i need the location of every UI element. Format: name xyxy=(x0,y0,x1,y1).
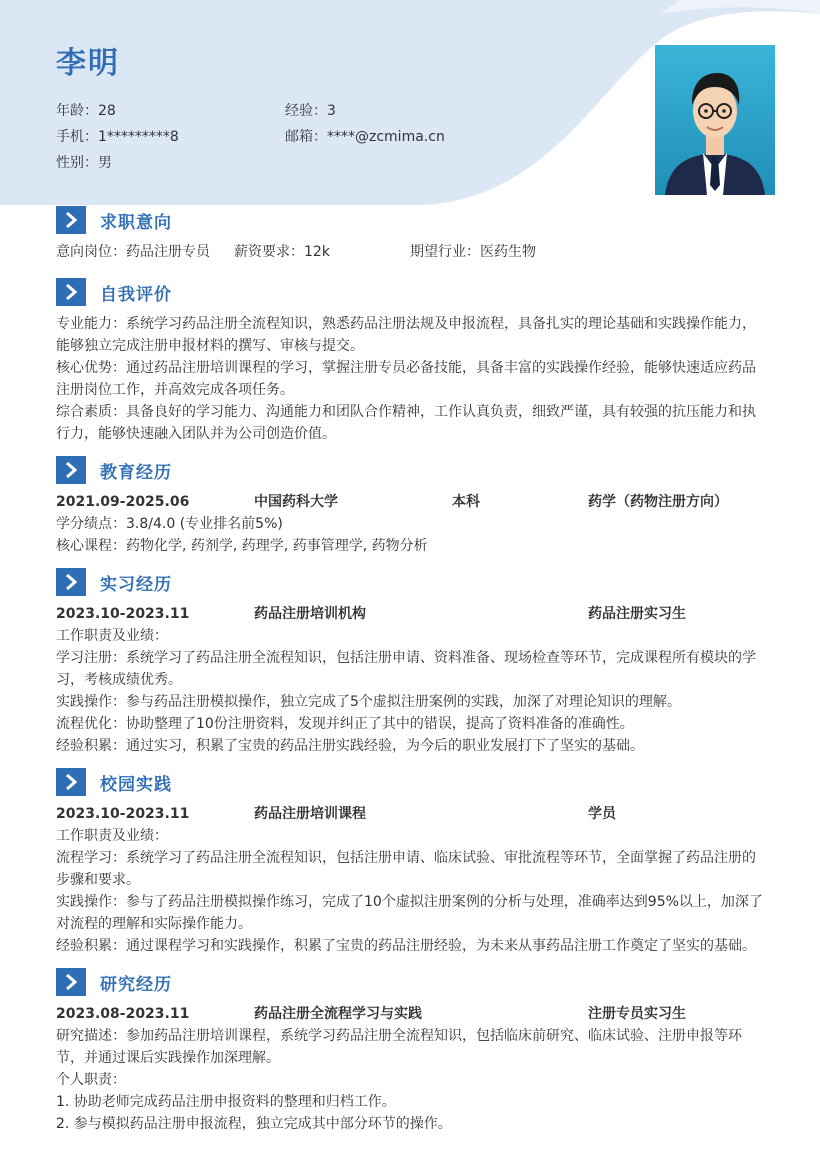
text-line: 学习注册：系统学习了药品注册全流程知识，包括注册申请、资料准备、现场检查等环节，完成课程所有模块的学 xyxy=(56,650,756,666)
industry-value: 医药生物 xyxy=(480,244,536,260)
salary-field xyxy=(234,241,410,263)
section-title: 求职意向 xyxy=(100,212,172,233)
text-line: 专业能力：系统学习药品注册全流程知识，熟悉药品注册法规及申报流程，具备扎实的理论基础和实践操作能力， xyxy=(56,316,756,332)
age-label: 年龄： xyxy=(56,103,98,119)
text-line: 对流程的理解和实际操作能力。 xyxy=(56,916,252,932)
resume-body xyxy=(56,205,766,1135)
text-line: 经验积累：通过课程学习和实践操作，积累了宝贵的药品注册经验，为未来从事药品注册工作奠定了坚实的基础。 xyxy=(56,938,756,954)
salary-label: 薪资要求： xyxy=(234,244,304,260)
internship-period: 2023.10-2023.11 xyxy=(56,606,190,622)
gender-field xyxy=(56,153,112,173)
section-header xyxy=(56,277,766,307)
chevron-right-icon xyxy=(56,968,86,996)
campus-row xyxy=(56,803,766,825)
experience-label: 经验： xyxy=(285,103,327,119)
research-project: 药品注册全流程学习与实践 xyxy=(254,1006,422,1022)
industry-label: 期望行业： xyxy=(410,244,480,260)
campus-practice-section xyxy=(56,767,766,957)
text-line: 经验积累：通过实习，积累了宝贵的药品注册实践经验，为今后的职业发展打下了坚实的基础。 xyxy=(56,738,644,754)
salary-value: 12k xyxy=(304,244,330,260)
email-field xyxy=(285,127,445,147)
text-line: 能够独立完成注册申报材料的撰写、审核与提交。 xyxy=(56,338,364,354)
section-header xyxy=(56,567,766,597)
text-line: 行力，能够快速融入团队并为公司创造价值。 xyxy=(56,426,336,442)
research-section xyxy=(56,967,766,1135)
text-line: 2. 参与模拟药品注册申报流程，独立完成其中部分环节的操作。 xyxy=(56,1116,452,1132)
text-line: 节，并通过课后实践操作加深理解。 xyxy=(56,1050,280,1066)
section-title: 自我评价 xyxy=(100,284,172,305)
section-title: 校园实践 xyxy=(100,774,172,795)
email-value: ****@zcmima.cn xyxy=(327,129,445,145)
internship-org: 药品注册培训机构 xyxy=(254,606,366,622)
education-section xyxy=(56,455,766,557)
age-field xyxy=(56,101,116,121)
text-line: 核心课程：药物化学, 药剂学, 药理学, 药事管理学, 药物分析 xyxy=(56,538,428,554)
experience-value: 3 xyxy=(327,103,336,119)
text-line: 综合素质：具备良好的学习能力、沟通能力和团队合作精神，工作认真负责，细致严谨，具有较强的抗压能力和执 xyxy=(56,404,756,420)
research-row xyxy=(56,1003,766,1025)
resume-header xyxy=(0,0,820,205)
chevron-right-icon xyxy=(56,456,86,484)
internship-row xyxy=(56,603,766,625)
campus-role: 学员 xyxy=(588,806,616,822)
self-evaluation-section xyxy=(56,277,766,445)
gender-label: 性别： xyxy=(56,155,98,171)
text-line: 流程学习：系统学习了药品注册全流程知识，包括注册申请、临床试验、审批流程等环节，全面掌握了药品注册的 xyxy=(56,850,756,866)
position-label: 意向岗位： xyxy=(56,244,126,260)
education-degree: 本科 xyxy=(452,494,480,510)
education-school: 中国药科大学 xyxy=(254,494,338,510)
text-line: 工作职责及业绩： xyxy=(56,628,168,644)
text-line: 核心优势：通过药品注册培训课程的学习，掌握注册专员必备技能，具备丰富的实践操作经验，能够快速适应药品 xyxy=(56,360,756,376)
education-major: 药学（药物注册方向） xyxy=(588,494,728,510)
chevron-right-icon xyxy=(56,206,86,234)
text-line: 实践操作：参与了药品注册模拟操作练习，完成了10个虚拟注册案例的分析与处理，准确率达到95%以上，加深了 xyxy=(56,894,763,910)
experience-field xyxy=(285,101,336,121)
section-title: 研究经历 xyxy=(100,974,172,995)
text-line: 1. 协助老师完成药品注册申报资料的整理和归档工作。 xyxy=(56,1094,396,1110)
position-field xyxy=(56,241,234,263)
section-header xyxy=(56,205,766,235)
phone-label: 手机： xyxy=(56,129,98,145)
internship-role: 药品注册实习生 xyxy=(588,606,686,622)
text-line: 个人职责： xyxy=(56,1072,126,1088)
job-intent-section xyxy=(56,205,766,263)
internship-section xyxy=(56,567,766,757)
chevron-right-icon xyxy=(56,568,86,596)
section-title: 实习经历 xyxy=(100,574,172,595)
text-line: 工作职责及业绩： xyxy=(56,828,168,844)
text-line: 研究描述：参加药品注册培训课程，系统学习药品注册全流程知识，包括临床前研究、临床试验、注册申报等环 xyxy=(56,1028,742,1044)
text-line: 流程优化：协助整理了10份注册资料，发现并纠正了其中的错误，提高了资料准备的准确性。 xyxy=(56,716,634,732)
education-period: 2021.09-2025.06 xyxy=(56,494,190,510)
candidate-name: 李明 xyxy=(56,46,120,81)
text-line: 学分绩点：3.8/4.0 (专业排名前5%) xyxy=(56,516,283,532)
campus-period: 2023.10-2023.11 xyxy=(56,806,190,822)
chevron-right-icon xyxy=(56,278,86,306)
phone-field xyxy=(56,127,179,147)
section-header xyxy=(56,455,766,485)
chevron-right-icon xyxy=(56,768,86,796)
section-header xyxy=(56,967,766,997)
position-value: 药品注册专员 xyxy=(126,244,210,260)
research-role: 注册专员实习生 xyxy=(588,1006,686,1022)
text-line: 习，考核成绩优秀。 xyxy=(56,672,182,688)
education-row xyxy=(56,491,766,513)
gender-value: 男 xyxy=(98,155,112,171)
age-value: 28 xyxy=(98,103,116,119)
email-label: 邮箱： xyxy=(285,129,327,145)
research-period: 2023.08-2023.11 xyxy=(56,1006,190,1022)
section-title: 教育经历 xyxy=(100,462,172,483)
campus-org: 药品注册培训课程 xyxy=(254,806,366,822)
job-intent-row xyxy=(56,241,766,263)
industry-field xyxy=(410,241,536,263)
text-line: 步骤和要求。 xyxy=(56,872,140,888)
text-line: 注册岗位工作，并高效完成各项任务。 xyxy=(56,382,294,398)
section-header xyxy=(56,767,766,797)
phone-value: 1*********8 xyxy=(98,129,179,145)
text-line: 实践操作：参与药品注册模拟操作，独立完成了5个虚拟注册案例的实践，加深了对理论知识的理解。 xyxy=(56,694,681,710)
profile-photo xyxy=(655,45,775,195)
